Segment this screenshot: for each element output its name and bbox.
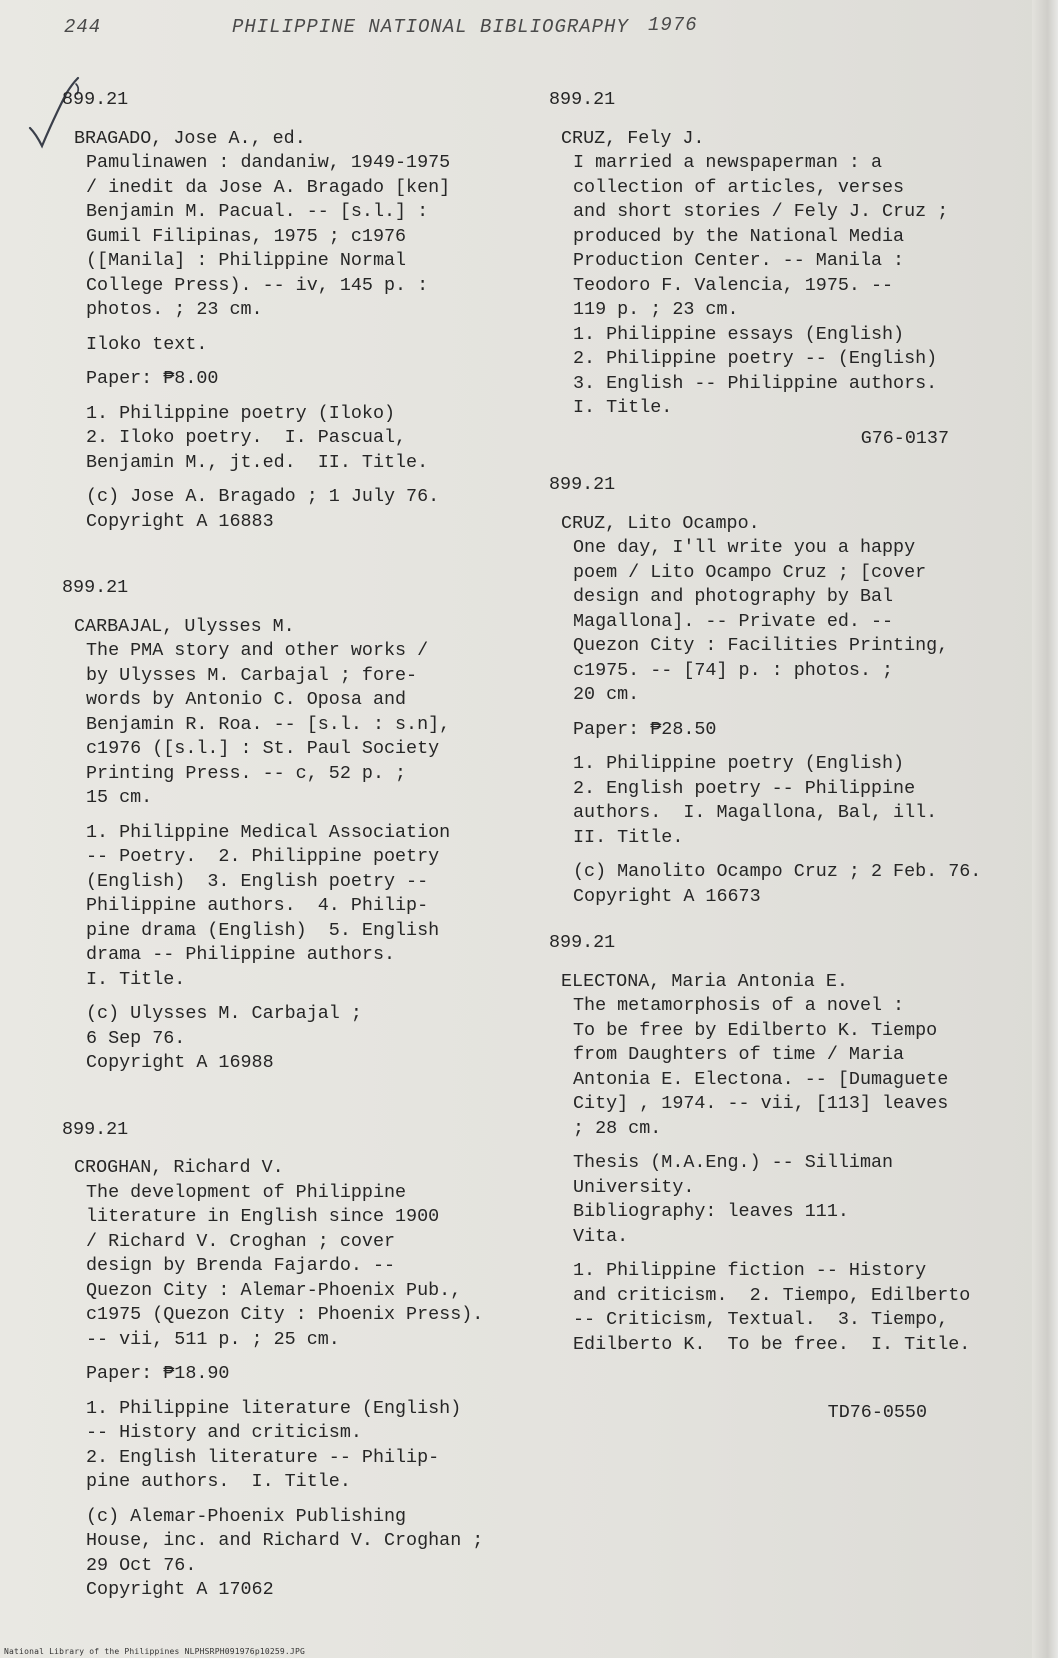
description-line: photos. ; 23 cm. xyxy=(86,299,263,320)
entry-description xyxy=(62,639,532,811)
page-number: 244 xyxy=(64,16,102,38)
catalog-entry xyxy=(62,576,532,1076)
description-line: Printing Press. -- c, 52 p. ; xyxy=(86,762,407,784)
subjects-line: 1. Philippine literature (English) xyxy=(86,1397,462,1419)
entry-copyright xyxy=(62,1505,532,1603)
description-line: Antonia E. Electona. -- [Dumaguete xyxy=(573,1068,949,1090)
description-line: 3. English -- Philippine authors. xyxy=(573,372,938,394)
copyright-line: (c) Jose A. Bragado ; 1 July 76. xyxy=(86,486,440,507)
subjects-line: 1. Philippine fiction -- History xyxy=(573,1260,927,1281)
description-line: by Ulysses M. Carbajal ; fore- xyxy=(86,664,418,686)
control-number: G76-0137 xyxy=(860,427,949,449)
description-line: Benjamin M. Pacual. -- [s.l.] : xyxy=(86,201,429,222)
description-line: Magallona]. -- Private ed. -- xyxy=(573,610,894,632)
subjects-line: 2. English poetry -- Philippine xyxy=(573,777,916,799)
subjects-line: pine drama (English) 5. English xyxy=(86,919,440,941)
copyright-line: 6 Sep 76. xyxy=(86,1027,186,1049)
subjects-line: authors. I. Magallona, Bal, ill. xyxy=(573,802,938,823)
entry-note xyxy=(62,333,532,358)
left-column xyxy=(62,88,532,1603)
subjects-line: 1. Philippine poetry (Iloko) xyxy=(86,402,396,424)
copyright-line: (c) Manolito Ocampo Cruz ; 2 Feb. 76. xyxy=(573,861,982,882)
entry-copyright xyxy=(549,860,1029,909)
catalog-entry xyxy=(62,88,532,534)
copyright-line: House, inc. and Richard V. Croghan ; xyxy=(86,1530,484,1551)
subjects-line: II. Title. xyxy=(573,826,684,848)
price-line: Paper: ₱28.50 xyxy=(573,718,717,740)
description-line: I. Title. xyxy=(573,397,673,418)
description-line: Teodoro F. Valencia, 1975. -- xyxy=(573,274,894,296)
description-line: design and photography by Bal xyxy=(573,586,894,607)
subjects-line: I. Title. xyxy=(86,968,186,990)
entry-spacer xyxy=(549,909,1029,931)
entry-description xyxy=(549,994,1029,1141)
class-number: 899.21 xyxy=(62,1118,129,1140)
description-line: Gumil Filipinas, 1975 ; c1976 xyxy=(86,225,407,247)
entry-spacer xyxy=(549,451,1029,473)
right-column xyxy=(549,88,1029,1426)
catalog-entry xyxy=(62,1118,532,1603)
page-edge-shadow xyxy=(1032,0,1058,1658)
subjects-line: (English) 3. English poetry -- xyxy=(86,870,429,892)
note-line: Bibliography: leaves 111. xyxy=(573,1201,849,1222)
description-line: design by Brenda Fajardo. -- xyxy=(86,1255,396,1276)
entry-copyright xyxy=(62,485,532,534)
entry-spacer xyxy=(62,534,532,576)
subjects-line: drama -- Philippine authors. xyxy=(86,944,396,965)
note-line: Vita. xyxy=(573,1225,629,1247)
price-line: Paper: ₱8.00 xyxy=(86,368,219,389)
entry-description xyxy=(62,1181,532,1353)
description-line: words by Antonio C. Oposa and xyxy=(86,689,407,710)
class-number: 899.21 xyxy=(549,474,616,495)
entry-spacer xyxy=(62,1076,532,1118)
description-line: The PMA story and other works / xyxy=(86,640,429,661)
description-line: and short stories / Fely J. Cruz ; xyxy=(573,201,949,222)
copyright-line: Copyright A 16988 xyxy=(86,1052,274,1073)
description-line: Quezon City : Alemar-Phoenix Pub., xyxy=(86,1279,462,1301)
subjects-line: 2. English literature -- Philip- xyxy=(86,1446,440,1468)
description-line: -- vii, 511 p. ; 25 cm. xyxy=(86,1328,340,1350)
subjects-line: and criticism. 2. Tiempo, Edilberto xyxy=(573,1284,971,1306)
subjects-line: 2. Iloko poetry. I. Pascual, xyxy=(86,427,407,448)
description-line: c1976 ([s.l.] : St. Paul Society xyxy=(86,738,440,759)
description-line: c1975. -- [74] p. : photos. ; xyxy=(573,659,894,681)
catalog-entry xyxy=(549,931,1029,1426)
entry-description xyxy=(549,151,1029,421)
description-line: Quezon City : Facilities Printing, xyxy=(573,635,949,656)
description-line: ; 28 cm. xyxy=(573,1117,662,1139)
description-line: 119 p. ; 23 cm. xyxy=(573,299,739,320)
entry-subjects xyxy=(62,821,532,993)
note-line: University. xyxy=(573,1176,695,1198)
description-line: The metamorphosis of a novel : xyxy=(573,995,905,1016)
description-line: One day, I'll write you a happy xyxy=(573,537,916,558)
description-line: The development of Philippine xyxy=(86,1181,407,1203)
subjects-line: Benjamin M., jt.ed. II. Title. xyxy=(86,451,429,473)
entry-heading: CRUZ, Lito Ocampo. xyxy=(561,512,760,534)
note-line: Thesis (M.A.Eng.) -- Silliman xyxy=(573,1152,894,1173)
entry-price xyxy=(549,718,1029,743)
running-head xyxy=(0,12,1030,42)
description-line: collection of articles, verses xyxy=(573,176,905,198)
description-line: City] , 1974. -- vii, [113] leaves xyxy=(573,1093,949,1114)
subjects-line: Edilberto K. To be free. I. Title. xyxy=(573,1333,971,1355)
description-line: Benjamin R. Roa. -- [s.l. : s.n], xyxy=(86,713,451,735)
subjects-line: -- Criticism, Textual. 3. Tiempo, xyxy=(573,1309,949,1330)
entry-description xyxy=(62,151,532,323)
page-header-title: PHILIPPINE NATIONAL BIBLIOGRAPHY xyxy=(232,16,629,38)
entry-heading: ELECTONA, Maria Antonia E. xyxy=(561,970,848,992)
catalog-entry xyxy=(549,88,1029,451)
catalog-entry xyxy=(549,473,1029,909)
description-line: 20 cm. xyxy=(573,684,640,705)
copyright-line: (c) Ulysses M. Carbajal ; xyxy=(86,1003,362,1024)
entry-price xyxy=(62,1362,532,1387)
subjects-line: -- Poetry. 2. Philippine poetry xyxy=(86,846,440,867)
note-line: Iloko text. xyxy=(86,333,208,355)
class-number: 899.21 xyxy=(62,89,129,110)
description-line: 1. Philippine essays (English) xyxy=(573,323,905,345)
copyright-line: Copyright A 16673 xyxy=(573,885,761,907)
entry-subjects xyxy=(549,752,1029,850)
description-line: / Richard V. Croghan ; cover xyxy=(86,1230,396,1252)
description-line: literature in English since 1900 xyxy=(86,1206,440,1227)
class-number: 899.21 xyxy=(549,932,616,953)
control-number: TD76-0550 xyxy=(827,1402,927,1423)
class-number: 899.21 xyxy=(62,577,129,598)
scan-footer: National Library of the Philippines NLPHSRPH091976p10259.JPG xyxy=(4,1647,305,1656)
description-line: poem / Lito Ocampo Cruz ; [cover xyxy=(573,561,927,583)
copyright-line: Copyright A 16883 xyxy=(86,510,274,532)
subjects-line: Philippine authors. 4. Philip- xyxy=(86,895,429,916)
entry-subjects xyxy=(62,402,532,476)
description-line: c1975 (Quezon City : Phoenix Press). xyxy=(86,1304,484,1325)
description-line: I married a newspaperman : a xyxy=(573,152,883,173)
entry-description xyxy=(549,536,1029,708)
page-header-year: 1976 xyxy=(648,14,698,36)
class-number: 899.21 xyxy=(549,89,616,110)
copyright-line: Copyright A 17062 xyxy=(86,1579,274,1600)
entry-heading: CARBAJAL, Ulysses M. xyxy=(74,615,295,637)
subjects-line: 1. Philippine poetry (English) xyxy=(573,753,905,774)
description-line: ([Manila] : Philippine Normal xyxy=(86,250,407,271)
copyright-line: (c) Alemar-Phoenix Publishing xyxy=(86,1505,407,1527)
description-line: 15 cm. xyxy=(86,787,153,808)
description-line: / inedit da Jose A. Bragado [ken] xyxy=(86,176,451,198)
description-line: College Press). -- iv, 145 p. : xyxy=(86,274,429,296)
entry-copyright xyxy=(62,1002,532,1076)
subjects-line: 1. Philippine Medical Association xyxy=(86,821,451,843)
entry-subjects xyxy=(62,1397,532,1495)
entry-heading: CRUZ, Fely J. xyxy=(561,127,705,149)
subjects-line: -- History and criticism. xyxy=(86,1422,362,1443)
description-line: 2. Philippine poetry -- (English) xyxy=(573,348,938,369)
entry-price xyxy=(62,367,532,392)
entry-heading: CROGHAN, Richard V. xyxy=(74,1157,284,1178)
description-line: To be free by Edilberto K. Tiempo xyxy=(573,1019,938,1041)
price-line: Paper: ₱18.90 xyxy=(86,1363,230,1384)
description-line: Pamulinawen : dandaniw, 1949-1975 xyxy=(86,152,451,173)
copyright-line: 29 Oct 76. xyxy=(86,1554,197,1576)
entry-subjects xyxy=(549,1259,1029,1357)
description-line: from Daughters of time / Maria xyxy=(573,1044,905,1065)
entry-note xyxy=(549,1151,1029,1249)
description-line: Production Center. -- Manila : xyxy=(573,250,905,271)
subjects-line: pine authors. I. Title. xyxy=(86,1471,351,1492)
entry-heading: BRAGADO, Jose A., ed. xyxy=(74,127,306,149)
description-line: produced by the National Media xyxy=(573,225,905,247)
